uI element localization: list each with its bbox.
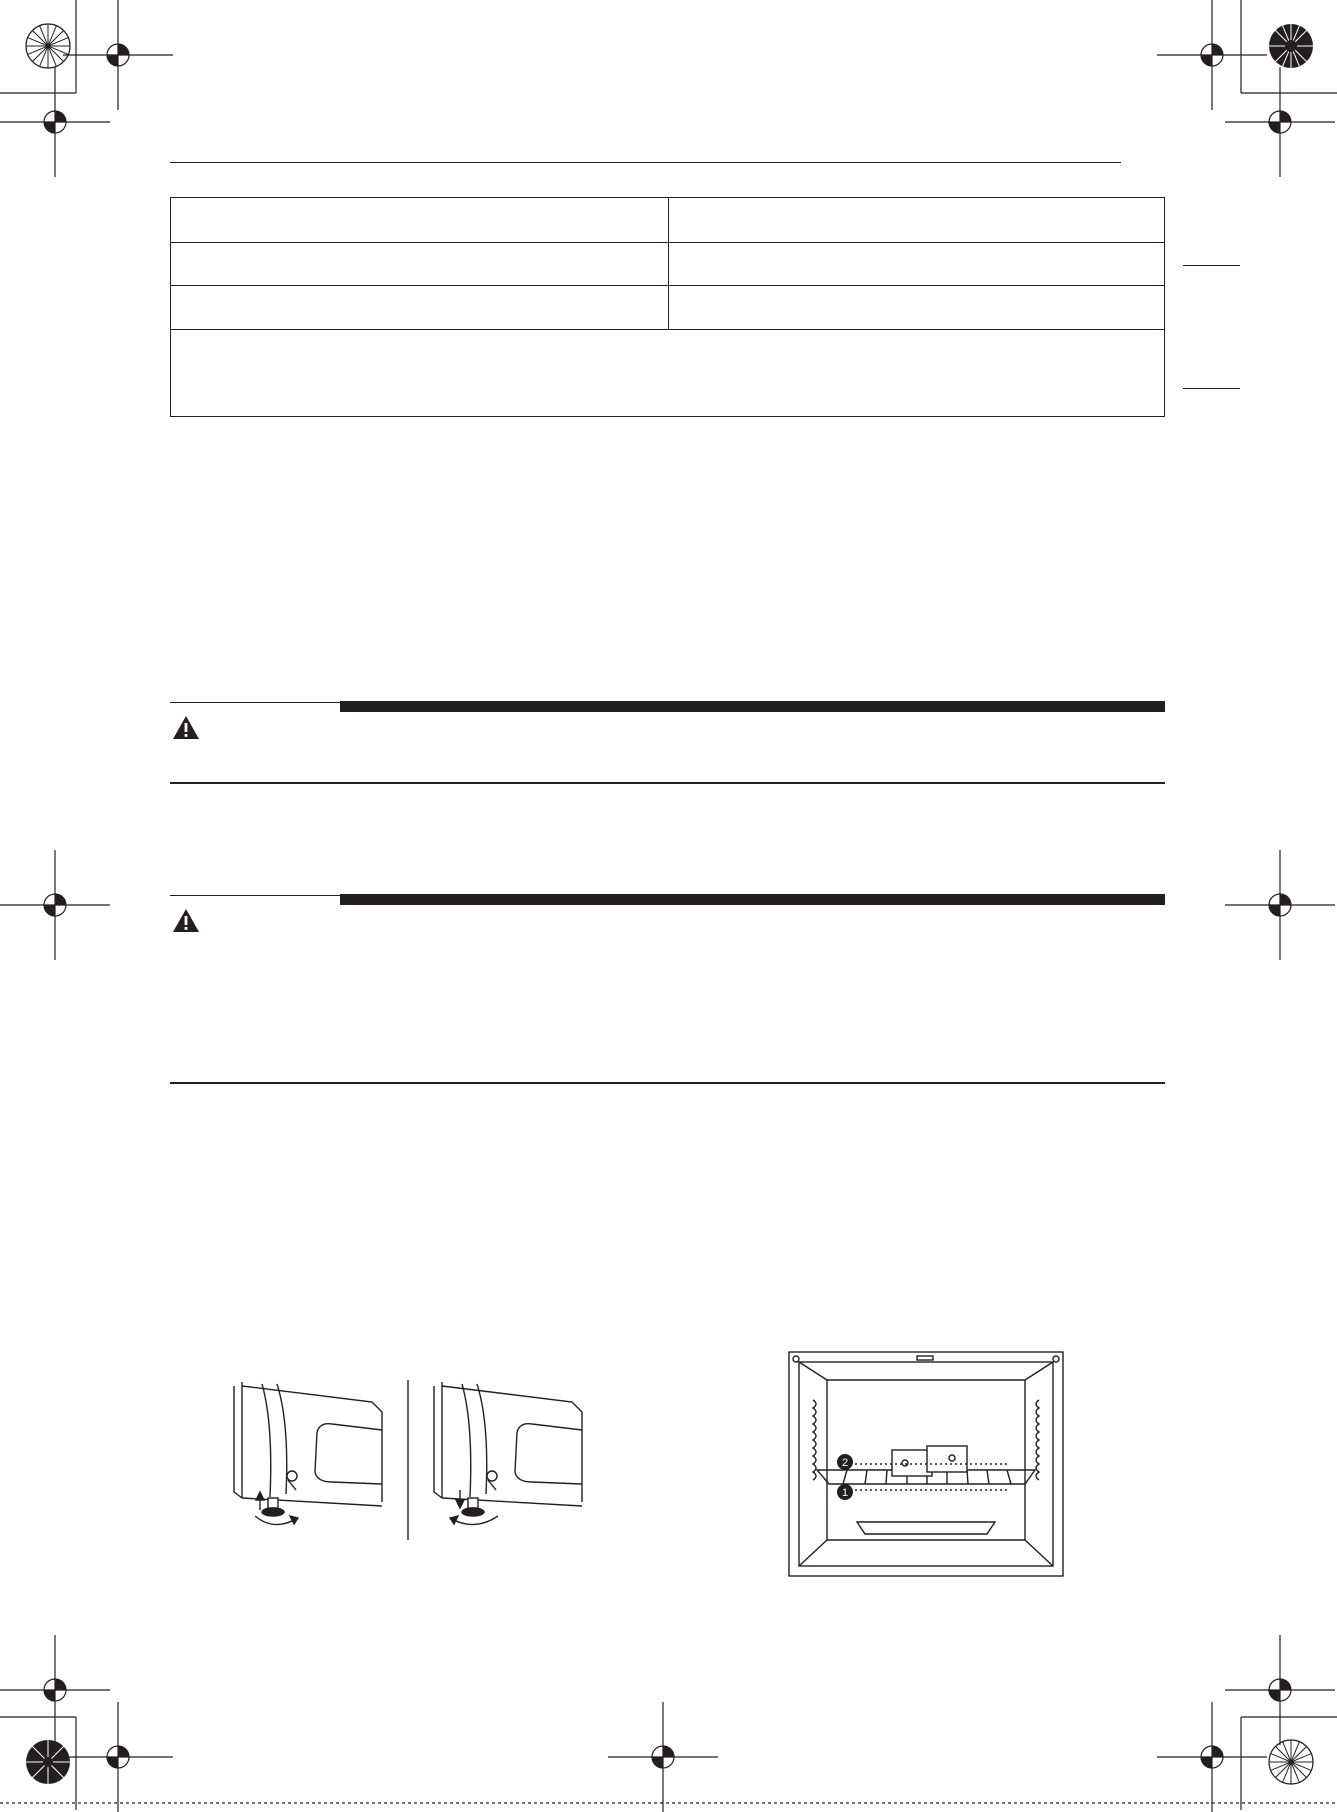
table-cell (171, 198, 668, 242)
callout-2 (837, 1454, 853, 1470)
header-rule (170, 162, 1121, 163)
warning-header-rule (170, 895, 340, 896)
table-cell (668, 198, 1163, 242)
callout-1 (837, 1484, 853, 1500)
crosshair-mark (608, 1702, 718, 1812)
sunburst-mark-top-right (1266, 21, 1316, 71)
crosshair-mark (1157, 1702, 1267, 1812)
table-cell (171, 242, 668, 285)
table-cell (171, 285, 668, 329)
callout-1-label: 1 (841, 1487, 849, 1499)
oven-level-figure (787, 1350, 1067, 1580)
spec-table (170, 197, 1165, 417)
side-tab-rule-top (1183, 265, 1240, 266)
callout-2-label: 2 (841, 1457, 849, 1469)
warning-header-bar (340, 894, 1165, 905)
crosshair-mark (0, 850, 110, 960)
warning-bottom-rule (170, 782, 1165, 784)
warning-header-rule (170, 702, 340, 703)
crosshair-mark (63, 1702, 173, 1812)
side-tab-rule-bottom (1183, 388, 1240, 389)
crosshair-mark (0, 67, 110, 177)
leveling-legs-figure (222, 1372, 592, 1542)
warning-triangle-icon (172, 715, 200, 740)
warning-header-bar (340, 701, 1165, 712)
table-footer-note (171, 329, 1163, 415)
table-cell (668, 285, 1163, 329)
crosshair-mark (1225, 850, 1335, 960)
crosshair-mark (1225, 67, 1335, 177)
table-cell (668, 242, 1163, 285)
warning-triangle-icon (172, 908, 200, 933)
warning-bottom-rule (170, 1082, 1165, 1084)
